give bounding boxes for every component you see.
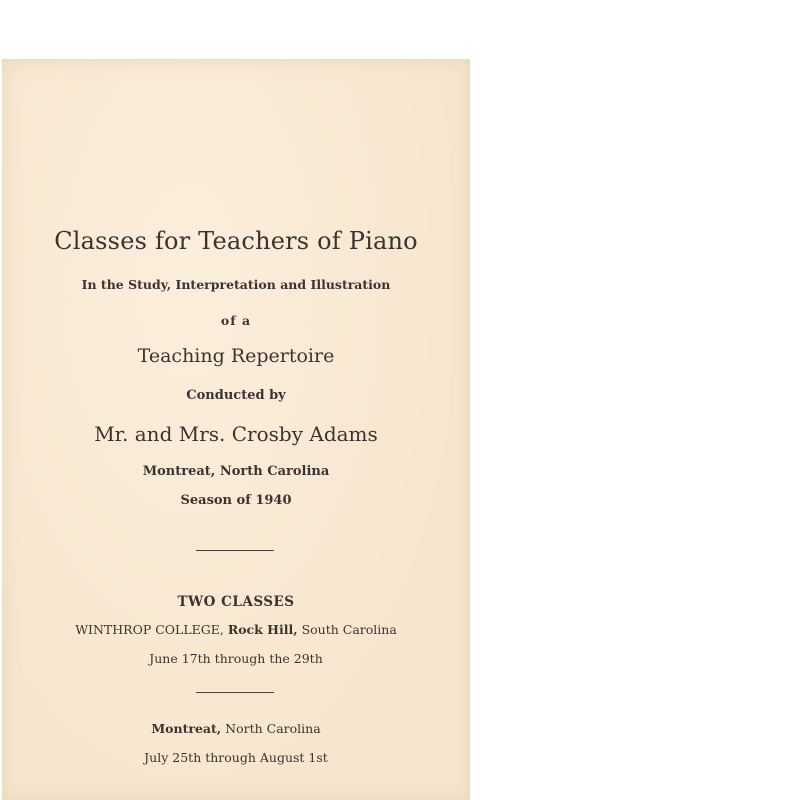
location-text: Montreat, North Carolina (142, 464, 330, 479)
season-text: Season of 1940 (180, 493, 292, 508)
conductors-names: Mr. and Mrs. Crosby Adams (94, 422, 378, 446)
second-class-dates: July 25th through August 1st (144, 750, 328, 765)
of-a-text: of a (220, 313, 252, 328)
document-title: Classes for Teachers of Piano (54, 227, 418, 255)
second-class-state: North Carolina (225, 721, 321, 736)
first-class-state: South Carolina (301, 622, 397, 637)
first-class-city: Rock Hill, (227, 622, 298, 637)
first-class-location (2, 622, 470, 637)
conducted-by-text: Conducted by (186, 388, 286, 403)
classes-heading: TWO CLASSES (177, 594, 295, 610)
first-class-college: WINTHROP COLLEGE, (75, 622, 224, 637)
divider-rule (196, 550, 274, 551)
topic-heading: Teaching Repertoire (137, 345, 335, 367)
divider-rule (196, 692, 274, 693)
second-class-location (2, 721, 470, 736)
first-class-dates: June 17th through the 29th (149, 651, 323, 666)
second-class-city: Montreat, (151, 721, 222, 736)
document-subtitle: In the Study, Interpretation and Illustration (81, 277, 391, 292)
document-page (2, 59, 470, 800)
